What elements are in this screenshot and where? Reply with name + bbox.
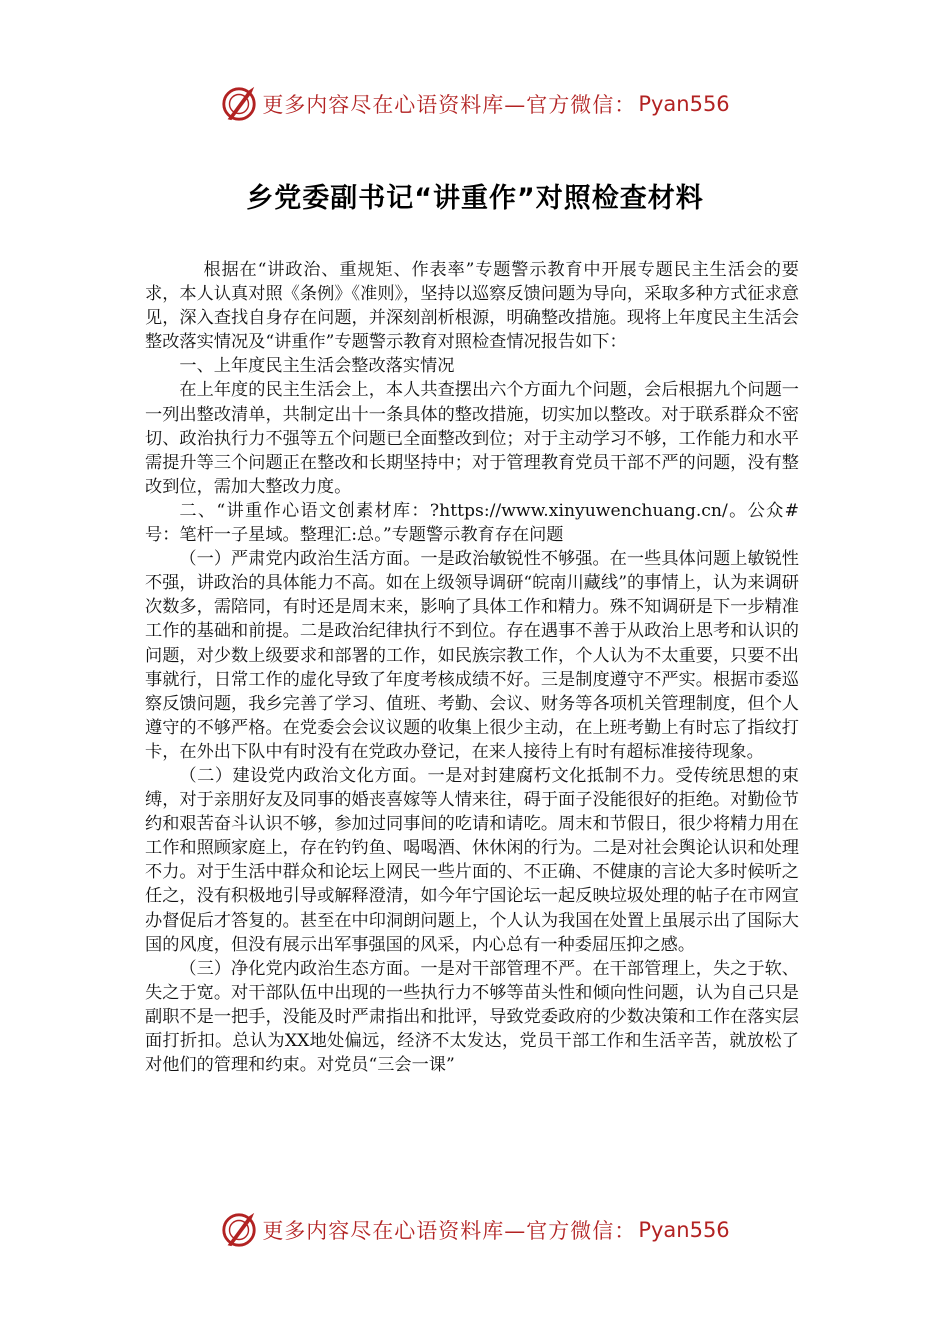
body-paragraph: （三）净化党内政治生态方面。一是对干部管理不严。在干部管理上，失之于软、失之于宽。对干部队伍中出现的一些执行力不够等苗头性和倾向性问题，认为自己只是副职不是一把手，没能及时严肃指出和批评，导致党委政府的少数决策和工作在落实层面打折扣。总认为XX地处偏远，经济不太发达，党员干部工作和生活辛苦，就放松了对他们的管理和约束。对党员“三会一课” — [145, 958, 799, 1076]
quill-logo-icon — [220, 85, 258, 123]
section-heading-1: 一、上年度民主生活会整改落实情况 — [179, 356, 455, 377]
footer-banner — [0, 1208, 950, 1252]
body-paragraph: （一）严肃党内政治生活方面。一是政治敏锐性不够强。在一些具体问题上敏锐性不强，讲政治的具体能力不高。如在上级领导调研“皖南川藏线”的事情上，认为来调研次数多，需陪同，有时还是周末来，影响了具体工作和精力。殊不知调研是下一步精准工作的基础和前提。二是政治纪律执行不到位。存在遇事不善于从政治上思考和认识的问题，对少数上级要求和部署的工作，如民族宗教工作，个人认为不太重要，只要不出事就行，日常工作的虚化导致了年度考核成绩不好。三是制度遵守不严实。根据市委巡察反馈问题，我乡完善了学习、值班、考勤、会议、财务等各项机关管理制度，但个人遵守的不够严格。在党委会会议议题的收集上很少主动，在上班考勤上有时忘了指纹打卡，在外出下队中有时没有在党政办登记，在来人接待上有时有超标准接待现象。 — [145, 549, 799, 762]
document-body — [145, 258, 799, 1077]
section-heading-2: 二、“讲重作心语文创素材库：?https://www.xinyuwenchuang.cn/。公众#号：笔杆一子星域。整理汇:总。”专题警示教育存在问题 — [145, 500, 799, 546]
intro-paragraph: 根据在“讲政治、重规矩、作表率”专题警示教育中开展专题民主生活会的要求，本人认真对照《条例》《准则》，坚持以巡察反馈问题为导向，采取多种方式征求意见，深入查找自身存在问题，并深刻剖析根源，明确整改措施。现将上年度民主生活会整改落实情况及“讲重作”专题警示教育对照检查情况报告如下： — [145, 260, 799, 353]
document-title: 乡党委副书记“讲重作”对照检查材料 — [246, 183, 704, 214]
banner-text: 更多内容尽在心语资料库—官方微信： — [262, 93, 637, 117]
quill-logo-icon — [220, 1211, 258, 1249]
body-paragraph: （二）建设党内政治文化方面。一是对封建腐朽文化抵制不力。受传统思想的束缚，对于亲朋好友及同事的婚丧喜嫁等人情来往，碍于面子没能很好的拒绝。对勤俭节约和艰苦奋斗认识不够，参加过同事间的吃请和请吃。周末和节假日，很少将精力用在工作和照顾家庭上，存在钓钓鱼、喝喝酒、休休闲的行为。二是对社会舆论认识和处理不力。对于生活中群众和论坛上网民一些片面的、不正确、不健康的言论大多时候听之任之，没有积极地引导或解释澄清，如今年宁国论坛一起反映垃圾处理的帖子在市网宣办督促后才答复的。甚至在中印洞朗问题上，个人认为我国在处置上虽展示出了国际大国的风度，但没有展示出军事强国的风采，内心总有一种委屈压抑之感。 — [145, 765, 799, 955]
banner-wechat-handle: Pyan556 — [638, 92, 730, 116]
banner-wechat-handle: Pyan556 — [638, 1218, 730, 1242]
body-paragraph: 在上年度的民主生活会上，本人共查摆出六个方面九个问题，会后根据九个问题一一列出整改清单，共制定出十一条具体的整改措施，切实加以整改。对于联系群众不密切、政治执行力不强等五个问题已全面整改到位；对于主动学习不够，工作能力和水平需提升等三个问题正在整改和长期坚持中；对于管理教育党员干部不严的问题，没有整改到位，需加大整改力度。 — [145, 380, 799, 497]
header-banner — [0, 82, 950, 126]
banner-text: 更多内容尽在心语资料库—官方微信： — [262, 1219, 637, 1243]
